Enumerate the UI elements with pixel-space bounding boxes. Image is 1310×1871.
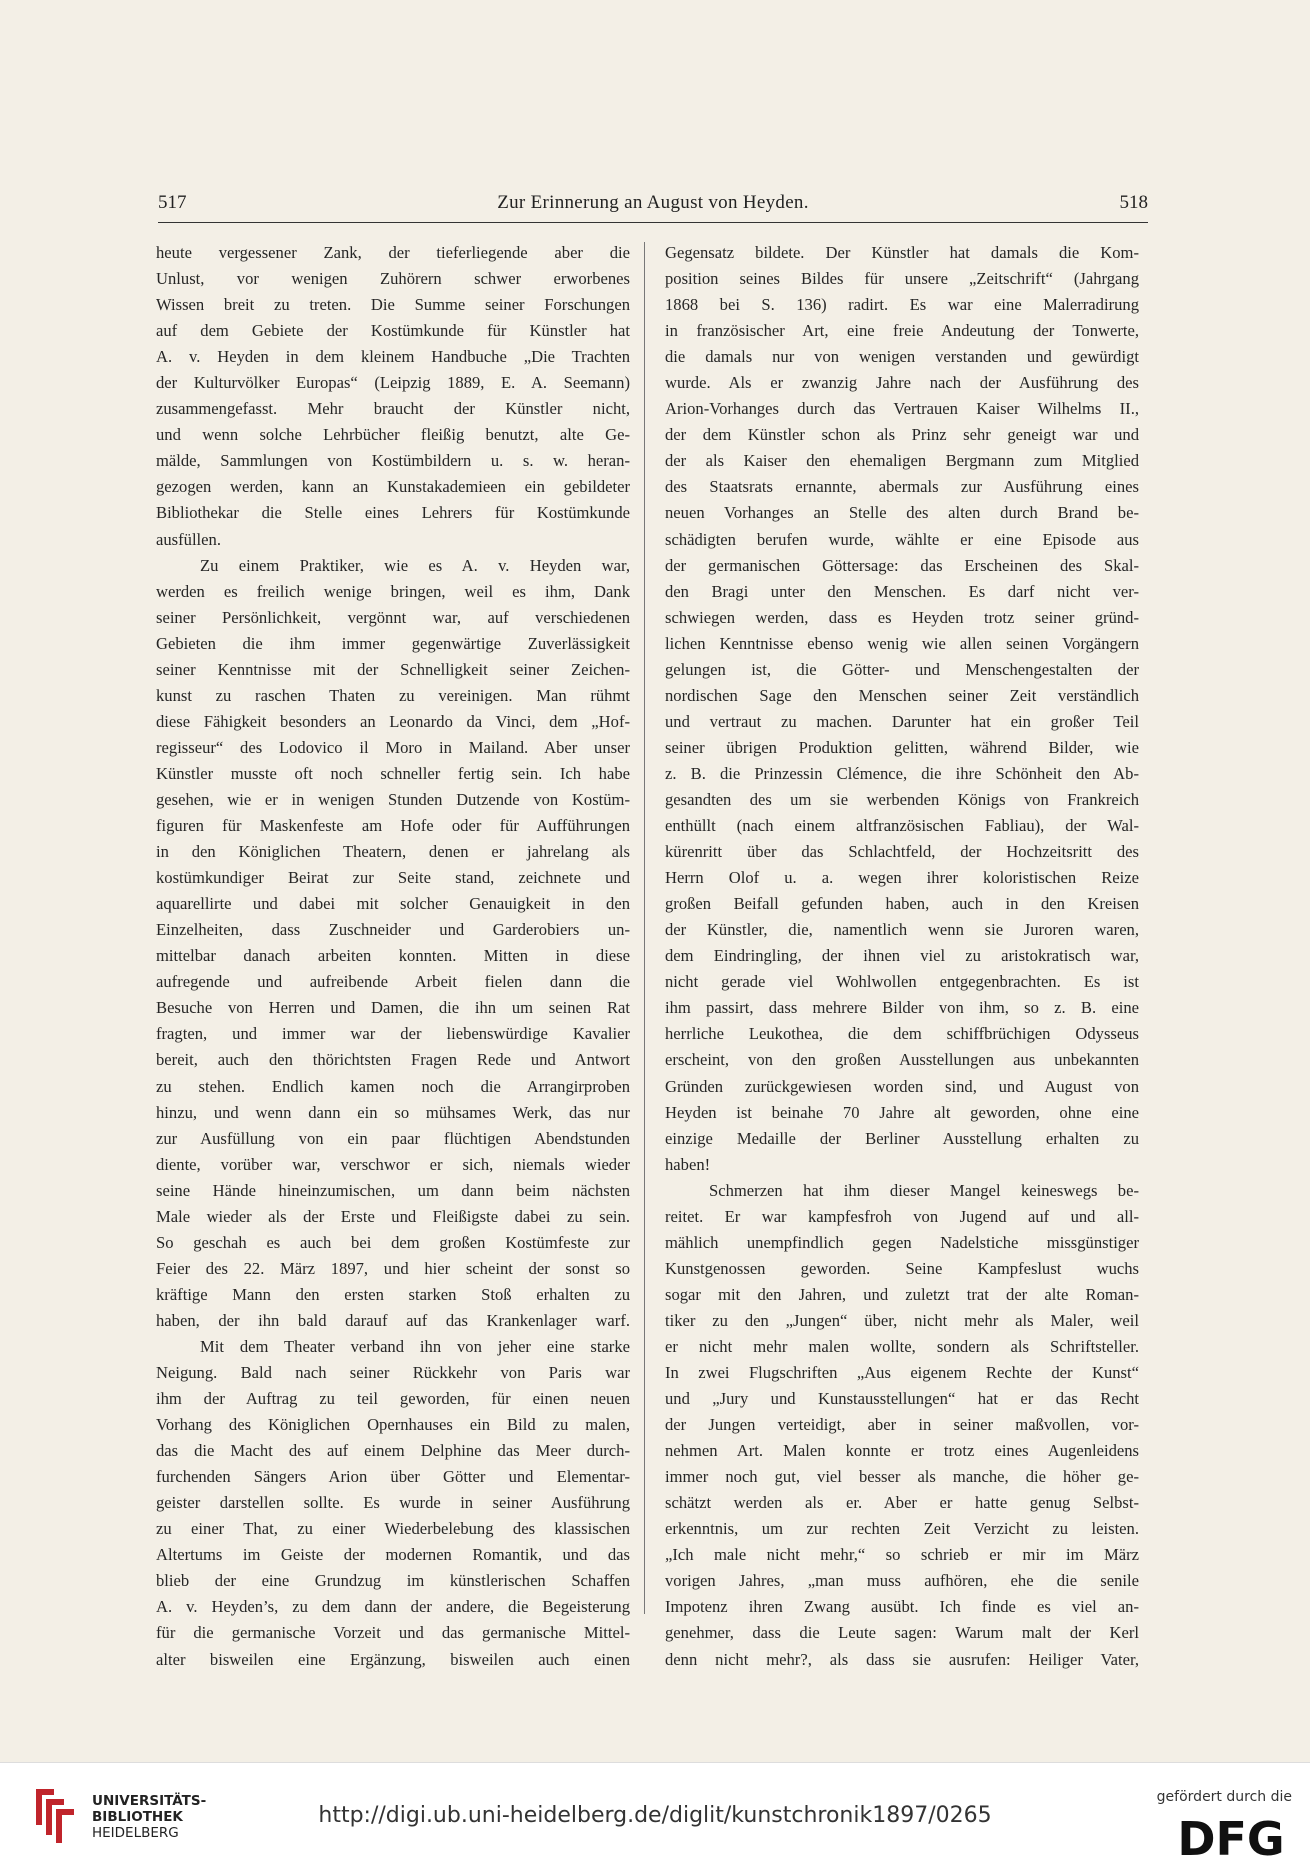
text-line: Zu einem Praktiker, wie es A. v. Heyden war, — [200, 555, 630, 575]
text-line: tiker zu den „Jungen“ über, nicht mehr als Maler, weil — [665, 1310, 1139, 1330]
viewer-footer — [0, 1762, 1310, 1871]
text-line: Male wieder als der Erste und Fleißigste dabei zu sein. — [156, 1206, 630, 1226]
text-line: aufregende und aufreibende Arbeit fielen dann die — [156, 972, 630, 992]
text-line: einzige Medaille der Berliner Ausstellung erhalten zu — [665, 1128, 1139, 1148]
column-divider — [644, 242, 645, 1614]
text-line: Heyden ist beinahe 70 Jahre alt geworden, ohne eine — [665, 1102, 1139, 1122]
text-line: die damals nur von wenigen verstanden und gewürdigt — [665, 347, 1139, 367]
text-line: fragten, und immer war der liebenswürdige Kavalier — [156, 1024, 630, 1044]
text-line: und vertraut zu machen. Darunter hat ein großer Teil — [665, 711, 1139, 731]
text-line: gelungen ist, die Götter- und Menschengestalten der — [665, 659, 1139, 679]
text-line: schätzt werden als er. Aber er hatte genug Selbst- — [665, 1493, 1139, 1513]
text-line: großen Beifall gefunden haben, auch in den Kreisen — [665, 894, 1139, 914]
text-line: gesandten des um sie werbenden Königs von Frankreich — [665, 789, 1139, 809]
running-title: Zur Erinnerung an August von Heyden. — [497, 192, 809, 213]
text-line: herrliche Leukothea, die dem schiffbrüchigen Odysseus — [665, 1024, 1139, 1044]
text-line: kostümkundiger Beirat zur Seite stand, zeichnete und — [156, 868, 630, 888]
page-number-left: 517 — [158, 192, 187, 213]
text-line: kürenritt über das Schlachtfeld, der Hochzeitsritt des — [665, 842, 1139, 862]
text-line: in französischer Art, eine freie Andeutung der Tonwerte, — [665, 321, 1139, 341]
text-line: Neigung. Bald nach seiner Rückkehr von Paris war — [156, 1363, 630, 1383]
text-line: und wenn solche Lehrbücher fleißig benutzt, alte Ge- — [156, 425, 630, 445]
text-line: der dem Künstler schon als Prinz sehr geneigt war und — [665, 425, 1139, 445]
text-line: Vorhang des Königlichen Opernhauses ein Bild zu malen, — [156, 1415, 630, 1435]
text-line: Einzelheiten, dass Zuschneider und Garderobiers un- — [156, 920, 630, 940]
text-line: auf dem Gebiete der Kostümkunde für Künstler hat — [156, 321, 630, 341]
text-line: A. v. Heyden’s, zu dem dann der andere, die Begeisterung — [156, 1597, 630, 1617]
text-line: nordischen Sage den Menschen seiner Zeit verständlich — [665, 685, 1139, 705]
text-line: seiner Kenntnisse mit der Schnelligkeit seiner Zeichen- — [156, 659, 630, 679]
text-line: furchenden Sängers Arion über Götter und Elementar- — [156, 1467, 630, 1487]
text-line: in den Königlichen Theatern, denen er jahrelang als — [156, 842, 630, 862]
text-line: Gegensatz bildete. Der Künstler hat damals die Kom- — [665, 243, 1139, 262]
text-line: erscheint, von den großen Ausstellungen aus unbekannten — [665, 1050, 1139, 1070]
text-line: genehmer, dass die Leute sagen: Warum malt der Kerl — [665, 1623, 1139, 1643]
text-line: schwiegen werden, dass es Heyden trotz seiner gründ- — [665, 607, 1139, 627]
text-line: gesehen, wie er in wenigen Stunden Dutzende von Kostüm- — [156, 789, 630, 809]
text-line: aquarellirte und dabei mit solcher Genauigkeit in den — [156, 894, 630, 914]
text-line: vorigen Jahres, „man muss aufhören, ehe die senile — [665, 1571, 1139, 1591]
text-line: wurde. Als er zwanzig Jahre nach der Ausführung des — [665, 373, 1139, 393]
text-line: Altertums im Geiste der modernen Romantik, und das — [156, 1545, 630, 1565]
text-line: immer noch gut, viel besser als manche, die höher ge- — [665, 1467, 1139, 1487]
text-line: er nicht mehr malen wollte, sondern als Schriftsteller. — [665, 1336, 1139, 1356]
text-line: neuen Vorhanges an Stelle des alten durch Brand be- — [665, 503, 1139, 523]
funded-by-label: gefördert durch die — [1156, 1789, 1292, 1805]
text-line: den Bragi unter den Menschen. Es darf nicht ver- — [665, 581, 1139, 601]
text-line: diente, vorüber war, verschwor er sich, niemals wieder — [156, 1154, 630, 1174]
text-line: blieb der eine Grundzug im künstlerischen Schaffen — [156, 1571, 630, 1591]
text-line: zu stehen. Endlich kamen noch die Arrangirproben — [156, 1076, 630, 1096]
text-line: der als Kaiser den ehemaligen Bergmann zum Mitglied — [665, 451, 1139, 471]
text-line: „Ich male nicht mehr,“ so schrieb er mir im März — [665, 1545, 1139, 1565]
text-line: enthüllt (nach einem altfranzösischen Fabliau), der Wal- — [665, 816, 1139, 836]
text-line: 1868 bei S. 136) radirt. Es war eine Malerradirung — [665, 295, 1139, 315]
text-line: A. v. Heyden in dem kleinem Handbuche „Die Trachten — [156, 347, 630, 367]
text-line: denn nicht mehr?, als dass sie ausrufen: Heiliger Vater, — [665, 1649, 1139, 1669]
text-line: erkenntnis, um zur rechten Zeit Verzicht zu leisten. — [665, 1519, 1139, 1539]
text-line: lichen Kenntnisse ebenso wenig wie allen seinen Vorgängern — [665, 633, 1139, 653]
page-number-right: 518 — [1119, 192, 1148, 213]
text-line: des Staatsrats ernannte, abermals zur Ausführung eines — [665, 477, 1139, 497]
text-line: z. B. die Prinzessin Clémence, die ihre Schönheit den Ab- — [665, 763, 1139, 783]
text-line: Schmerzen hat ihm dieser Mangel keineswegs be- — [709, 1180, 1139, 1200]
text-line: gezogen werden, kann an Kunstakademieen ein gebildeter — [156, 477, 630, 497]
text-line: heute vergessener Zank, der tieferliegende aber die — [156, 243, 630, 262]
text-line: haben, der ihn bald darauf auf das Krankenlager warf. — [156, 1310, 630, 1330]
dfg-logo-icon — [1172, 1815, 1290, 1859]
text-line: Feier des 22. März 1897, und hier scheint der sonst so — [156, 1258, 630, 1278]
text-line: mählich unempfindlich gegen Nadelstiche missgünstiger — [665, 1232, 1139, 1252]
text-line: zusammengefasst. Mehr braucht der Künstler nicht, — [156, 399, 630, 419]
text-line: Künstler musste oft noch schneller fertig sein. Ich habe — [156, 763, 630, 783]
text-line: Arion-Vorhanges durch das Vertrauen Kaiser Wilhelms II., — [665, 399, 1139, 419]
text-line: alter bisweilen eine Ergänzung, bisweilen auch einen — [156, 1649, 630, 1669]
text-line: kräftige Mann den ersten starken Stoß erhalten zu — [156, 1284, 630, 1304]
text-line: das die Macht des auf einem Delphine das Meer durch- — [156, 1441, 630, 1461]
text-line: seine Hände hineinzumischen, um dann beim nächsten — [156, 1180, 630, 1200]
text-line: nicht gerade viel Wohlwollen entgegenbrachten. Es ist — [665, 972, 1139, 992]
text-line: regisseur“ des Lodovico il Moro in Mailand. Aber unser — [156, 737, 630, 757]
text-line: Unlust, vor wenigen Zuhörern schwer erworbenes — [156, 269, 630, 289]
text-line: seiner Persönlichkeit, vergönnt war, auf verschiedenen — [156, 607, 630, 627]
text-line: der Künstler, die, namentlich wenn sie Juroren waren, — [665, 920, 1139, 940]
text-line: der Kulturvölker Europas“ (Leipzig 1889, E. A. Seemann) — [156, 373, 630, 393]
text-line: figuren für Maskenfeste am Hofe oder für Aufführungen — [156, 816, 630, 836]
text-line: nehmen Art. Malen konnte er trotz eines Augenleidens — [665, 1441, 1139, 1461]
text-line: werden es freilich wenige bringen, weil es ihm, Dank — [156, 581, 630, 601]
text-line: seiner übrigen Produktion gelitten, während Bilder, wie — [665, 737, 1139, 757]
text-line: für die germanische Vorzeit und das germanische Mittel- — [156, 1623, 630, 1643]
text-line: ausfüllen. — [156, 529, 221, 549]
text-line: reitet. Er war kampfesfroh von Jugend auf und all- — [665, 1206, 1139, 1226]
text-line: In zwei Flugschriften „Aus eigenem Rechte der Kunst“ — [665, 1363, 1139, 1383]
text-line: Gebieten die ihm immer gegenwärtige Zuverlässigkeit — [156, 633, 630, 653]
text-line: So geschah es auch bei dem großen Kostümfeste zur — [156, 1232, 630, 1252]
text-line: der germanischen Göttersage: das Erscheinen des Skal- — [665, 555, 1139, 575]
text-line: Besuche von Herren und Damen, die ihn um seinen Rat — [156, 998, 630, 1018]
dfg-logo-text: DFG — [1177, 1815, 1285, 1859]
university-library-name: UNIVERSITÄTS- BIBLIOTHEK HEIDELBERG — [92, 1793, 207, 1841]
right-text-column — [665, 240, 1139, 1673]
text-line: der Jungen verteidigt, aber in seiner maßvollen, vor- — [665, 1415, 1139, 1435]
text-line: und „Jury und Kunstausstellungen“ hat er das Recht — [665, 1389, 1139, 1409]
text-line: mittelbar danach arbeiten konnten. Mitten in diese — [156, 946, 630, 966]
text-line: Impotenz ihren Zwang ausübt. Ich finde es viel an- — [665, 1597, 1139, 1617]
text-line: geister darstellen sollte. Es wurde in seiner Ausführung — [156, 1493, 630, 1513]
text-line: Bibliothekar die Stelle eines Lehrers für Kostümkunde — [156, 503, 630, 523]
text-line: ihm passirt, dass mehrere Bilder von ihm, so z. B. eine — [665, 998, 1139, 1018]
text-line: diese Fähigkeit besonders an Leonardo da Vinci, dem „Hof- — [156, 711, 630, 731]
text-line: Wissen breit zu treten. Die Summe seiner Forschungen — [156, 295, 630, 315]
document-url-link[interactable]: http://digi.ub.uni-heidelberg.de/diglit/kunstchronik1897/0265 — [318, 1803, 992, 1828]
text-line: haben! — [665, 1154, 711, 1174]
text-line: bereit, auch den thörichtsten Fragen Rede und Antwort — [156, 1050, 630, 1070]
text-line: position seines Bildes für unsere „Zeitschrift“ (Jahrgang — [665, 269, 1139, 289]
text-line: ihm der Auftrag zu teil geworden, für einen neuen — [156, 1389, 630, 1409]
text-line: sogar mit den Jahren, und zuletzt trat der alte Roman- — [665, 1284, 1139, 1304]
text-line: kunst zu raschen Thaten zu vereinigen. Man rühmt — [156, 685, 630, 705]
text-line: schädigten berufen wurde, wählte er eine Episode aus — [665, 529, 1139, 549]
left-text-column — [156, 240, 630, 1673]
text-line: Gründen zurückgewiesen worden sind, und August von — [665, 1076, 1139, 1096]
text-line: dem Eindringling, der ihnen viel zu aristokratisch war, — [665, 946, 1139, 966]
text-line: mälde, Sammlungen von Kostümbildern u. s. w. heran- — [156, 451, 630, 471]
text-line: hinzu, und wenn dann ein so mühsames Werk, das nur — [156, 1102, 630, 1122]
text-line: Mit dem Theater verband ihn von jeher eine starke — [200, 1336, 630, 1356]
text-line: Kunstgenossen geworden. Seine Kampfeslust wuchs — [665, 1258, 1139, 1278]
text-line: zu einer That, zu einer Wiederbelebung des klassischen — [156, 1519, 630, 1539]
text-line: zur Ausfüllung von ein paar flüchtigen Abendstunden — [156, 1128, 630, 1148]
text-line: Herrn Olof u. a. wegen ihrer koloristischen Reize — [665, 868, 1139, 888]
page-header — [158, 188, 1148, 223]
